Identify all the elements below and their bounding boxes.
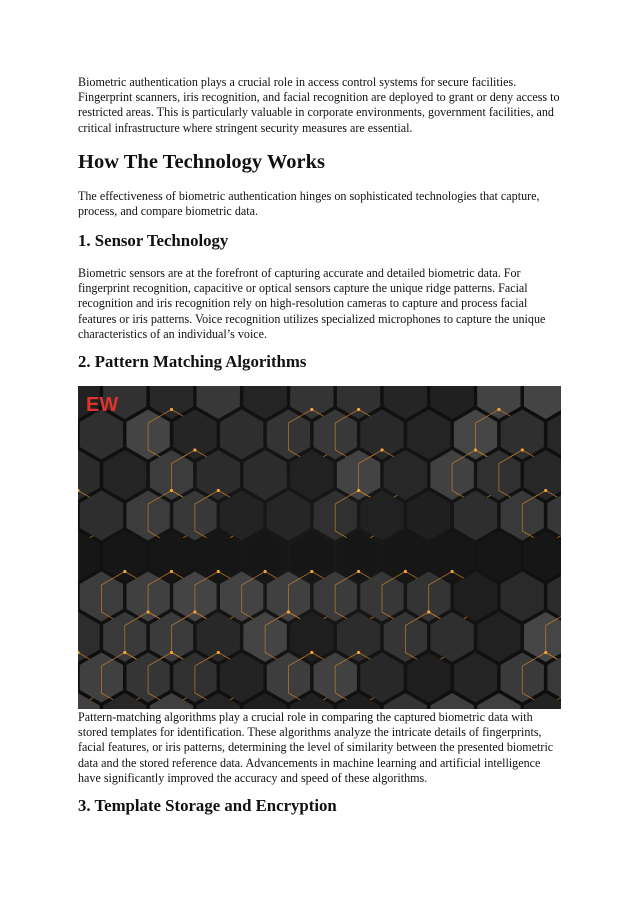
hexagon-figure: [78, 386, 561, 709]
glow-dot: [123, 651, 126, 654]
glow-dot: [310, 651, 313, 654]
glow-dot: [217, 489, 220, 492]
intro-paragraph: Biometric authentication plays a crucial role in access control systems for secure facilities. Fingerprint scanners, iris recognition, and facial recognition are deployed to grant or deny access to restricted areas. This is particularly valuable in corporate environments, government facilities, and critical infrastructure where stringent security measures are essential.: [78, 75, 560, 135]
glow-dot: [310, 570, 313, 573]
hexagon-pattern-image: [78, 386, 561, 709]
glow-dot: [217, 570, 220, 573]
glow-dot: [217, 651, 220, 654]
glow-dot: [310, 408, 313, 411]
heading-pattern-matching: 2. Pattern Matching Algorithms: [78, 352, 307, 371]
glow-dot: [170, 570, 173, 573]
glow-dot: [451, 570, 454, 573]
heading-how-technology-works: How The Technology Works: [78, 151, 326, 173]
glow-dot: [357, 489, 360, 492]
glow-dot: [357, 570, 360, 573]
glow-dot: [170, 651, 173, 654]
glow-dot: [497, 408, 500, 411]
glow-dot: [170, 489, 173, 492]
glow-dot: [193, 448, 196, 451]
heading-template-storage: 3. Template Storage and Encryption: [78, 796, 337, 815]
glow-dot: [404, 570, 407, 573]
glow-dot: [521, 448, 524, 451]
glow-dot: [357, 651, 360, 654]
glow-dot: [287, 610, 290, 613]
glow-dot: [147, 610, 150, 613]
heading-sensor-technology: 1. Sensor Technology: [78, 231, 229, 250]
glow-dot: [427, 610, 430, 613]
glow-dot: [170, 408, 173, 411]
figure-logo: [86, 394, 118, 416]
glow-dot: [357, 408, 360, 411]
glow-dot: [193, 610, 196, 613]
glow-dot: [264, 570, 267, 573]
glow-dot: [380, 448, 383, 451]
pattern-paragraph: Pattern-matching algorithms play a crucial role in comparing the captured biometric data with stored templates for identification. These algorithms analyze the intricate details of fingerprints, facial features, or iris patterns, determining the level of similarity between the presented biometric data and the stored reference data. Advancements in machine learning and artificial intelligence have significantly improved the accuracy and speed of these algorithms.: [78, 710, 554, 785]
glow-dot: [474, 448, 477, 451]
svg-text:EW: EW: [86, 394, 119, 416]
glow-dot: [123, 570, 126, 573]
how-paragraph: The effectiveness of biometric authentication hinges on sophisticated technologies that capture, process, and compare biometric data.: [78, 189, 540, 219]
glow-dot: [544, 489, 547, 492]
sensor-paragraph: Biometric sensors are at the forefront of capturing accurate and detailed biometric data. For fingerprint recognition, capacitive or optical sensors capture the unique ridge patterns. Facial recognition and iris recognition rely on high-resolution cameras to capture and process facial features or iris patterns. Voice recognition utilizes specialized microphones to capture the unique characteristics of an individual’s voice.: [78, 266, 546, 341]
glow-dot: [544, 651, 547, 654]
